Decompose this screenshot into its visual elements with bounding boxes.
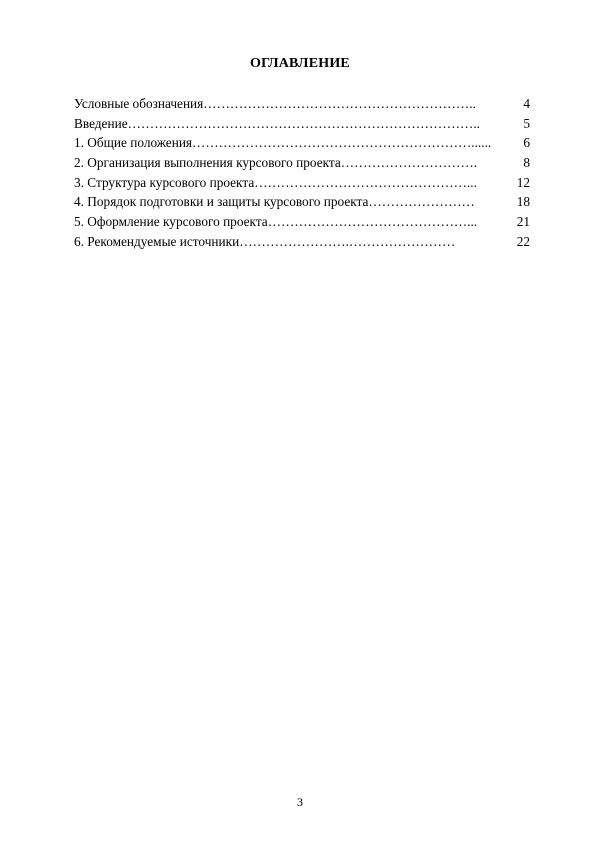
toc-entry-text: 3. Структура курсового проекта…………………………………………... — [74, 174, 477, 190]
toc-entry-page: 4 — [523, 96, 530, 111]
toc-entry[interactable] — [74, 114, 530, 134]
toc-entry[interactable] — [74, 212, 530, 232]
toc-entry[interactable] — [74, 192, 530, 212]
toc-entry-text: 5. Оформление курсового проекта………………………………………... — [74, 214, 478, 230]
toc-entry-page: 6 — [523, 135, 530, 151]
toc-entry-text: Условные обозначения…………………………………………………….. — [74, 96, 476, 111]
toc-entry-page: 21 — [516, 214, 530, 230]
toc-entry[interactable] — [74, 173, 530, 193]
toc-entry[interactable] — [74, 133, 530, 153]
toc-entry[interactable] — [74, 153, 530, 173]
toc-entry-text: Введение…………………………………………………………………….. — [74, 115, 480, 131]
toc-entry[interactable] — [74, 94, 530, 114]
toc-entry-page: 18 — [516, 194, 530, 210]
toc-entry-text: 1. Общие положения………………………………………………………...... — [74, 135, 492, 151]
table-of-contents — [74, 94, 530, 252]
toc-entry-page: 8 — [523, 155, 530, 171]
toc-entry-text: 4. Порядок подготовки и защиты курсового проекта…………………… — [74, 194, 475, 210]
toc-entry-page: 5 — [523, 115, 530, 131]
toc-title: ОГЛАВЛЕНИЕ — [250, 56, 350, 71]
toc-entry-page: 22 — [516, 233, 530, 249]
page-number: 3 — [297, 795, 303, 809]
toc-entry-page: 12 — [516, 174, 530, 190]
toc-entry-text: 2. Организация выполнения курсового проекта…………………………. — [74, 155, 478, 171]
toc-entry-text: 6. Рекомендуемые источники…………………….…………………… — [74, 233, 456, 249]
toc-entry[interactable] — [74, 232, 530, 252]
